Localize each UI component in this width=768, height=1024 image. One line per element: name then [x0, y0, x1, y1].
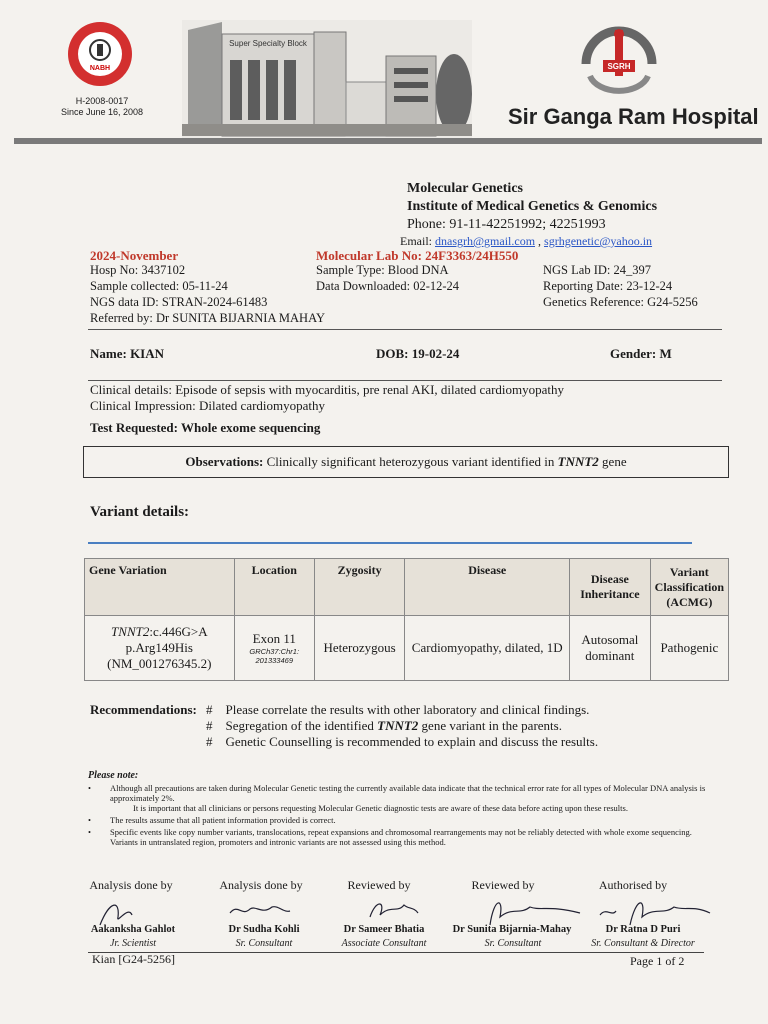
- variant-details-title: Variant details:: [90, 504, 190, 520]
- bullet: •: [88, 815, 91, 825]
- observations-gene: TNNT2: [557, 454, 599, 469]
- recommendation-text: Segregation of the identified: [225, 718, 374, 733]
- page-number: Page 1 of 2: [630, 954, 685, 968]
- variant-table: [84, 558, 729, 681]
- institute-email-line: [400, 234, 652, 249]
- bullet: #: [206, 702, 213, 717]
- sig-name-2: Dr Sudha Kohli: [228, 924, 300, 935]
- col-disease: Disease: [405, 559, 570, 616]
- svg-text:NABH: NABH: [89, 65, 111, 72]
- email-separator: ,: [538, 234, 542, 248]
- header-divider: [14, 138, 762, 144]
- col-inheritance: Disease Inheritance: [570, 559, 651, 616]
- bullet: #: [206, 718, 213, 733]
- divider-1: [88, 329, 722, 330]
- sig-role-1: Jr. Scientist: [109, 938, 157, 949]
- cell-classification: Pathogenic: [650, 616, 728, 681]
- svg-text:SGRH: SGRH: [607, 62, 631, 71]
- note-text: Although all precautions are taken during Molecular Genetic testing the currently available data indicate that the technical error rate for all types of Molecular DNA analysis is approximately 2%.: [110, 783, 706, 803]
- note-text: The results assume that all patient information provided is correct.: [110, 815, 336, 825]
- ngs-lab-id: NGS Lab ID: 24_397: [543, 263, 651, 277]
- sgrh-logo: [576, 24, 662, 101]
- footer-divider: [88, 952, 704, 953]
- clinical-details: Clinical details: Episode of sepsis with myocarditis, pre renal AKI, dilated cardiomyopathy: [90, 382, 565, 397]
- note-item-4: [88, 827, 708, 847]
- cell-location: [234, 616, 314, 681]
- sig-role-4: Sr. Consultant: [484, 938, 542, 949]
- variant-cdna: :c.446G>A: [149, 624, 208, 639]
- observations-label: Observations:: [185, 454, 264, 469]
- col-gene-variation: Gene Variation: [85, 559, 235, 616]
- hospital-name: Sir Ganga Ram Hospital: [508, 104, 759, 129]
- cell-zygosity: Heterozygous: [314, 616, 405, 681]
- email-link-1[interactable]: dnasgrh@gmail.com: [435, 234, 536, 248]
- patient-name: Name: KIAN: [90, 346, 165, 361]
- bullet: •: [88, 827, 91, 837]
- footer-patient-ref: Kian [G24-5256]: [92, 952, 175, 966]
- variant-table-header-row: [85, 559, 729, 616]
- note-text: It is important that all clinicians or persons requesting Molecular Genetic diagnostic tests are aware of these data before acting upon these results.: [133, 803, 628, 813]
- location-coord: GRCh37:Chr1: 201333469: [249, 647, 300, 665]
- recommendations-list: [206, 702, 598, 750]
- reporting-date: Reporting Date: 23-12-24: [543, 279, 673, 293]
- col-classification: Variant Classification (ACMG): [650, 559, 728, 616]
- hosp-no: Hosp No: 3437102: [90, 263, 186, 277]
- observations-text: Clinically significant heterozygous variant identified in: [266, 454, 555, 469]
- email-link-2[interactable]: sgrhgenetic@yahoo.in: [544, 234, 653, 248]
- col-location: Location: [234, 559, 314, 616]
- recommendation-item-1: [206, 702, 598, 718]
- bullet: #: [206, 734, 213, 749]
- bullet: •: [88, 783, 91, 793]
- recommendation-gene: TNNT2: [377, 718, 419, 733]
- observations-suffix: gene: [602, 454, 627, 469]
- note-item-3: [88, 815, 708, 825]
- sig-heading-5: Authorised by: [598, 878, 668, 892]
- email-label: Email:: [400, 234, 432, 248]
- sig-role-2: Sr. Consultant: [235, 938, 293, 949]
- notes-title: Please note:: [88, 770, 139, 781]
- sig-heading-4: Reviewed by: [471, 878, 535, 892]
- table-row: [85, 616, 729, 681]
- variant-gene: TNNT2: [111, 624, 150, 639]
- col-zygosity: Zygosity: [314, 559, 405, 616]
- svg-text:Super Specialty Block: Super Specialty Block: [229, 39, 307, 48]
- ngs-data-id: NGS data ID: STRAN-2024-61483: [90, 295, 268, 309]
- cell-disease: Cardiomyopathy, dilated, 1D: [405, 616, 570, 681]
- sig-heading-3: Reviewed by: [347, 878, 411, 892]
- patient-dob: DOB: 19-02-24: [376, 346, 460, 361]
- sig-heading-2: Analysis done by: [219, 878, 303, 892]
- variant-transcript: (NM_001276345.2): [107, 656, 212, 671]
- report-month: 2024-November: [90, 248, 179, 263]
- variant-protein: p.Arg149His: [125, 640, 193, 655]
- recommendations-label: Recommendations:: [90, 702, 197, 717]
- note-item-2: [88, 803, 708, 813]
- nabh-seal-icon: [66, 20, 134, 88]
- cell-gene-variation: [85, 616, 235, 681]
- sig-heading-1: Analysis done by: [89, 878, 173, 892]
- dept-name: Molecular Genetics: [407, 181, 523, 196]
- divider-2: [88, 380, 722, 381]
- sig-role-5: Sr. Consultant & Director: [591, 938, 695, 949]
- sample-collected: Sample collected: 05-11-24: [90, 279, 228, 293]
- variant-blue-rule: [88, 542, 692, 544]
- recommendation-suffix: gene variant in the parents.: [421, 718, 562, 733]
- recommendation-item-3: [206, 734, 598, 750]
- patient-gender: Gender: M: [610, 346, 672, 361]
- recommendation-text: Please correlate the results with other laboratory and clinical findings.: [225, 702, 590, 717]
- nabh-caption: [60, 96, 144, 118]
- data-downloaded: Data Downloaded: 02-12-24: [316, 279, 460, 293]
- institute-phone: Phone: 91-11-42251992; 42251993: [407, 217, 606, 232]
- nabh-logo: [66, 20, 134, 88]
- institute-name: Institute of Medical Genetics & Genomics: [407, 199, 658, 214]
- sig-name-5: Dr Ratna D Puri: [605, 924, 681, 935]
- genetics-reference: Genetics Reference: G24-5256: [543, 295, 698, 309]
- molecular-lab-no: Molecular Lab No: 24F3363/24H550: [316, 248, 519, 263]
- nabh-id: H-2008-0017: [75, 96, 129, 106]
- sgrh-emblem-icon: [576, 24, 662, 96]
- cell-inheritance: Autosomal dominant: [570, 616, 651, 681]
- clinical-impression: Clinical Impression: Dilated cardiomyopathy: [90, 398, 326, 413]
- sig-name-4: Dr Sunita Bijarnia-Mahay: [452, 924, 572, 935]
- notes-list: [88, 783, 708, 847]
- sample-type: Sample Type: Blood DNA: [316, 263, 449, 277]
- location-exon: Exon 11: [252, 631, 296, 646]
- recommendation-item-2: [206, 718, 598, 734]
- note-text: Specific events like copy number variants, translocations, repeat expansions and chromosomal rearrangements may not be reliably detected with whole exome sequencing. Variants in untranslated region, promoters and intronic variants are not assessed using this method.: [110, 827, 692, 847]
- observations-box: [83, 446, 729, 478]
- sig-name-3: Dr Sameer Bhatia: [343, 924, 425, 935]
- sig-name-1: Aakanksha Gahlot: [90, 924, 176, 935]
- hospital-building-image: [182, 20, 472, 142]
- test-requested: Test Requested: Whole exome sequencing: [90, 420, 321, 435]
- referred-by: Referred by: Dr SUNITA BIJARNIA MAHAY: [90, 311, 325, 325]
- sig-role-3: Associate Consultant: [341, 938, 427, 949]
- recommendation-text: Genetic Counselling is recommended to explain and discuss the results.: [225, 734, 599, 749]
- nabh-since: Since June 16, 2008: [60, 107, 144, 117]
- note-item-1: [88, 783, 708, 803]
